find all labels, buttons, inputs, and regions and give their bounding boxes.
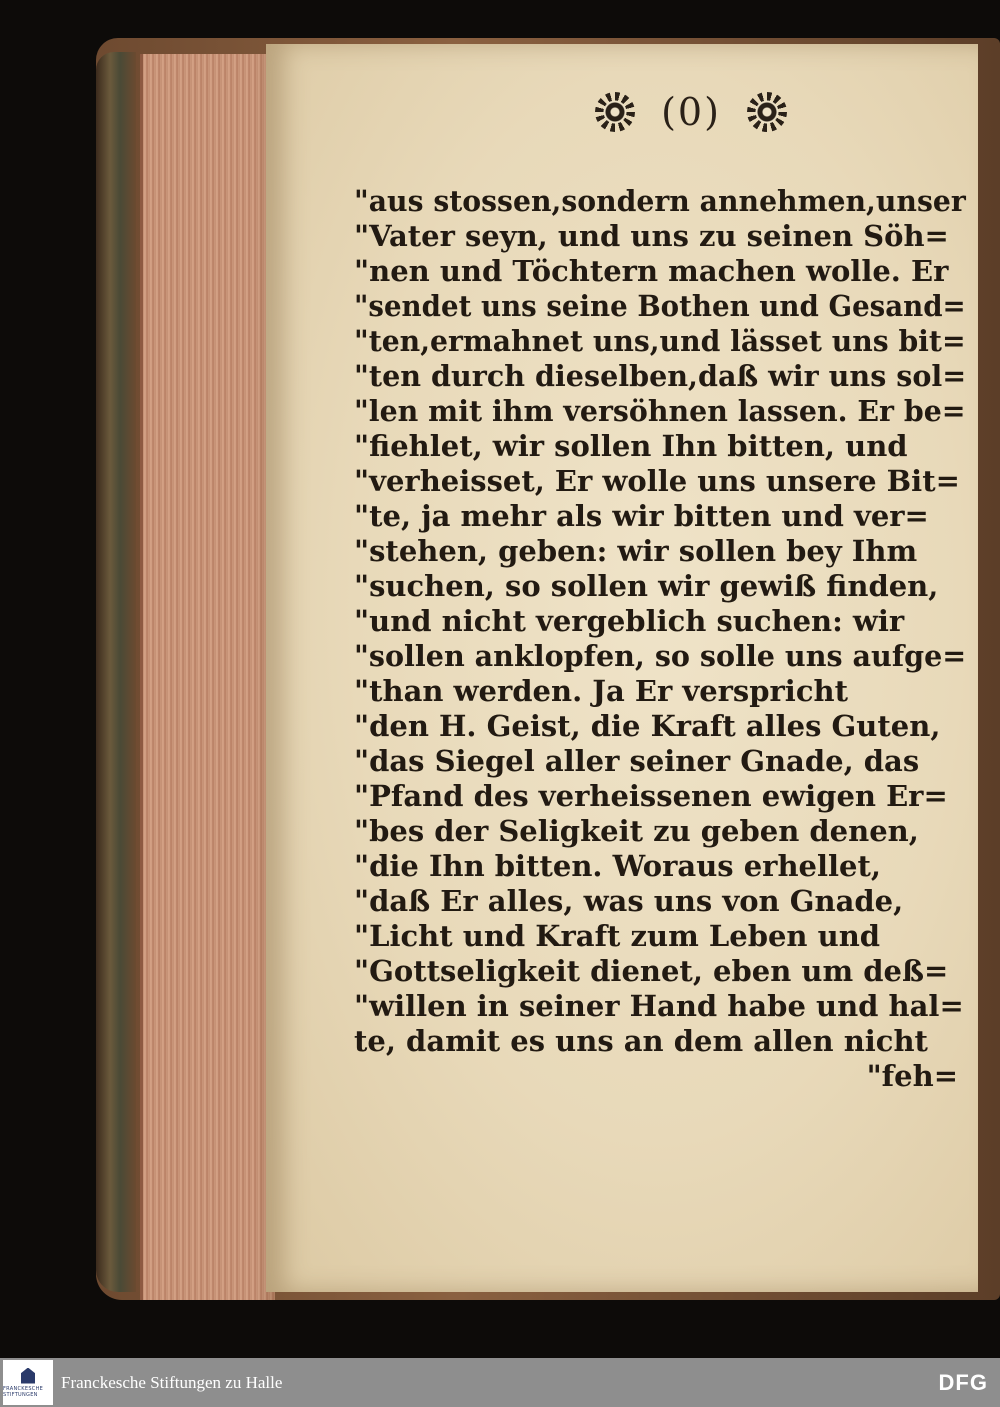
text-line: "Licht und Kraft zum Leben und <box>354 919 881 953</box>
text-line: "daß Er alles, was uns von Gnade, <box>354 884 904 918</box>
text-line: te, damit es uns an dem allen nicht <box>354 1024 928 1058</box>
text-line: "ten,ermahnet uns,und lässet uns bit= <box>354 324 966 358</box>
footer-bar <box>0 1358 1000 1407</box>
text-line: "verheisset, Er wolle uns unsere Bit= <box>354 464 960 498</box>
text-line: "than werden. Ja Er verspricht <box>354 674 848 708</box>
text-line: "das Siegel aller seiner Gnade, das <box>354 744 920 778</box>
institution-logo[interactable] <box>3 1360 53 1405</box>
building-icon <box>21 1368 35 1384</box>
text-line: "und nicht vergeblich suchen: wir <box>354 604 905 638</box>
book-spine <box>96 52 136 1292</box>
text-line: "stehen, geben: wir sollen bey Ihm <box>354 534 918 568</box>
ornament-right-icon <box>747 92 787 132</box>
text-line: "te, ja mehr als wir bitten und ver= <box>354 499 929 533</box>
text-line: "den H. Geist, die Kraft alles Guten, <box>354 709 941 743</box>
catchword: "feh= <box>866 1059 958 1093</box>
page-text <box>354 184 966 1094</box>
text-line: "sendet uns seine Bothen und Gesand= <box>354 289 966 323</box>
text-line: "bes der Seligkeit zu geben denen, <box>354 814 919 848</box>
text-line: "Vater seyn, und uns zu seinen Söh= <box>354 219 949 253</box>
logo-text: FRANCKESCHE STIFTUNGEN <box>3 1385 44 1398</box>
text-line: "len mit ihm versöhnen lassen. Er be= <box>354 394 966 428</box>
institution-name[interactable]: Franckesche Stiftungen zu Halle <box>61 1372 283 1392</box>
text-line: "die Ihn bitten. Woraus erhellet, <box>354 849 881 883</box>
text-line: "Gottseligkeit dienet, eben um deß= <box>354 954 949 988</box>
page-number: (0) <box>661 90 721 134</box>
page-edges <box>140 54 275 1300</box>
text-line: "aus stossen,sondern annehmen,unser <box>354 184 966 218</box>
text-line: "fiehlet, wir sollen Ihn bitten, und <box>354 429 908 463</box>
text-line: "sollen anklopfen, so solle uns aufge= <box>354 639 967 673</box>
page-header <box>566 52 816 172</box>
ornament-left-icon <box>595 92 635 132</box>
book-page <box>266 44 978 1292</box>
text-line: "ten durch dieselben,daß wir uns sol= <box>354 359 967 393</box>
text-line: "Pfand des verheissenen ewigen Er= <box>354 779 948 813</box>
text-line: "suchen, so sollen wir gewiß finden, <box>354 569 939 603</box>
text-line: "willen in seiner Hand habe und hal= <box>354 989 964 1023</box>
dfg-logo[interactable]: DFG <box>938 1369 988 1395</box>
text-line: "nen und Töchtern machen wolle. Er <box>354 254 949 288</box>
